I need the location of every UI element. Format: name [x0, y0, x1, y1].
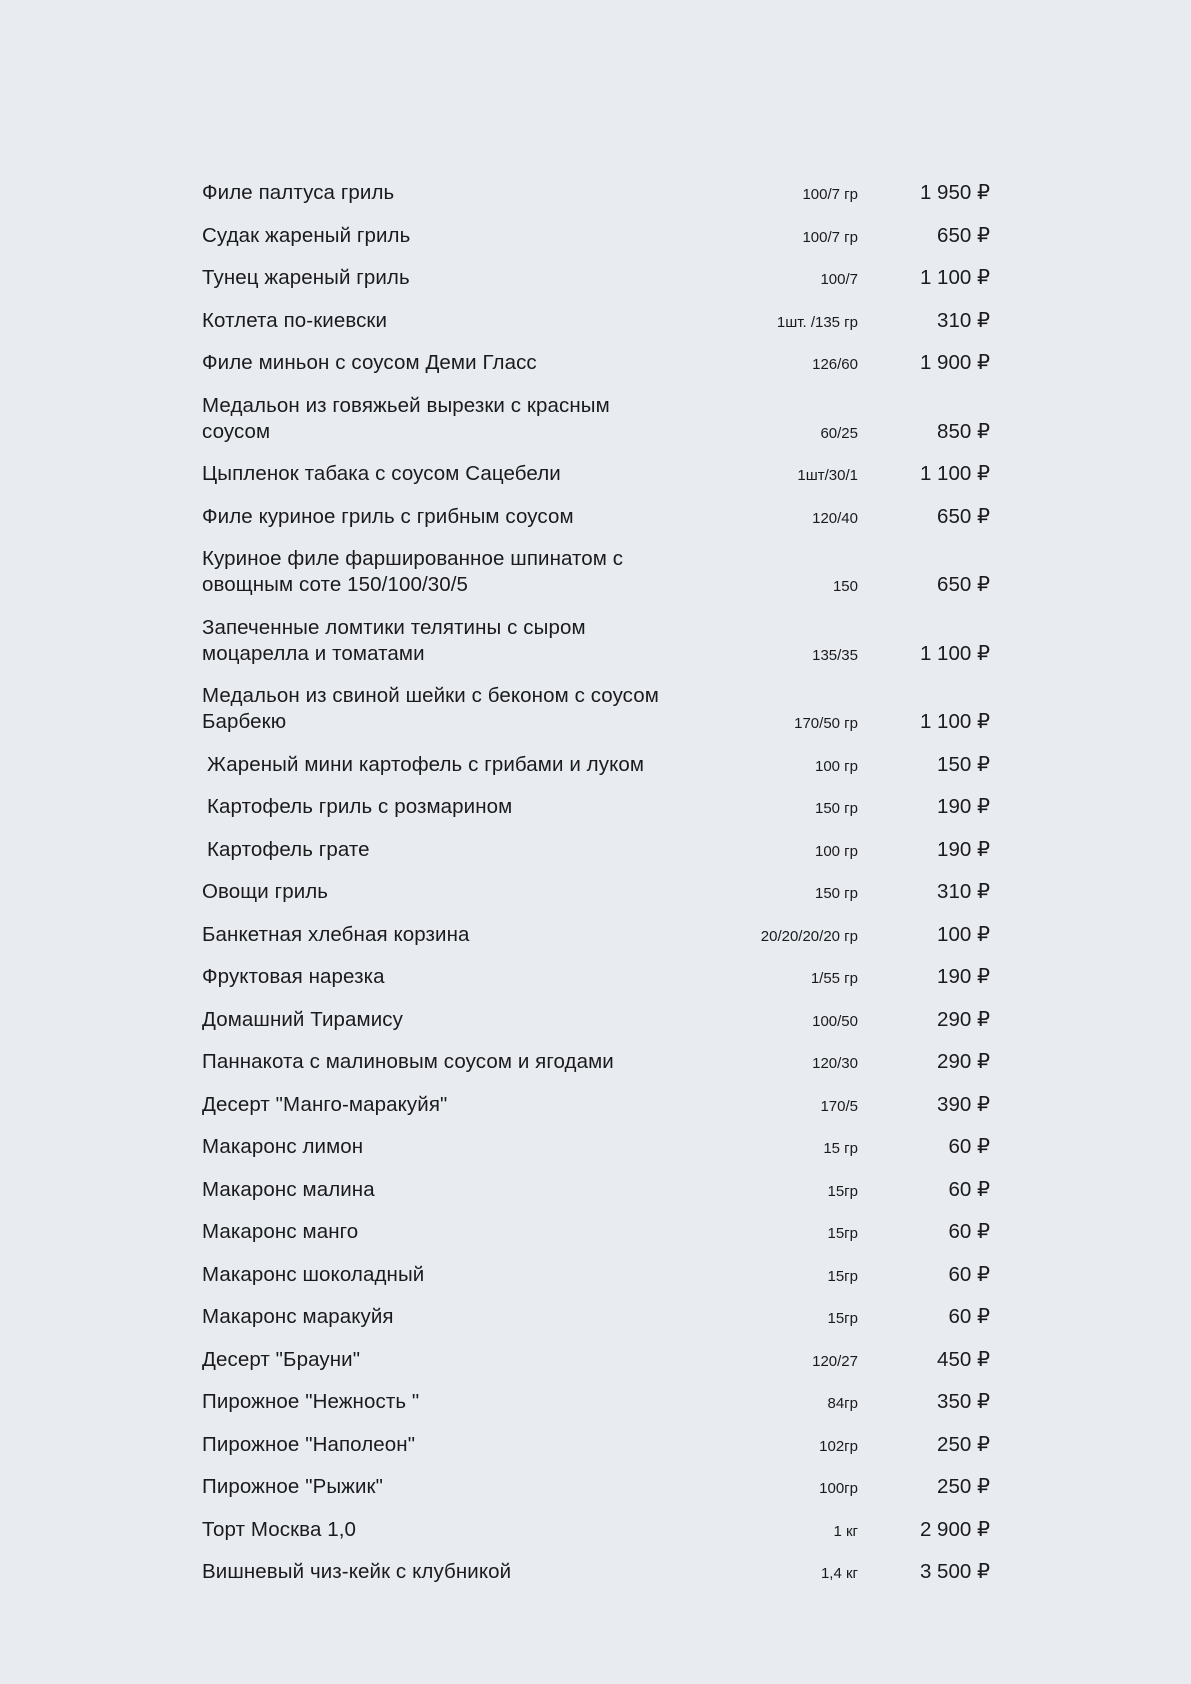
menu-item-name: Макаронс маракуйя — [202, 1305, 394, 1328]
menu-item — [202, 496, 990, 539]
menu-item-weight: 1шт. /135 гр — [776, 313, 858, 331]
menu-item-weight: 84гр — [827, 1395, 858, 1412]
menu-item-name: Пирожное "Нежность " — [202, 1390, 420, 1413]
menu-item-weight: 15гр — [827, 1310, 858, 1327]
menu-item-name: Макаронс манго — [202, 1220, 359, 1243]
menu-item-weight: 15гр — [827, 1267, 858, 1285]
menu-item-weight: 15 гр — [823, 1140, 858, 1157]
menu-item-price: 1 100 ₽ — [919, 266, 990, 289]
menu-item-price: 650 ₽ — [937, 223, 990, 247]
menu-item — [202, 956, 990, 999]
menu-item — [202, 1211, 990, 1254]
menu-item — [202, 342, 990, 385]
menu-item-weight: 1/55 гр — [810, 970, 858, 987]
menu-item-weight: 100/7 гр — [802, 228, 858, 246]
menu-item-price: 150 ₽ — [937, 752, 990, 776]
menu-item-name: Жареный мини картофель с грибами и луком — [207, 752, 645, 776]
menu-item-price: 60 ₽ — [948, 1220, 990, 1243]
menu-item — [202, 300, 990, 343]
menu-item-weight: 120/30 — [812, 1055, 858, 1072]
menu-item-price: 100 ₽ — [937, 922, 990, 946]
menu-item-weight: 1,4 кг — [820, 1565, 858, 1582]
menu-item-price: 190 ₽ — [937, 965, 990, 988]
menu-item-weight: 120/40 — [812, 509, 858, 527]
menu-item-price: 2 900 ₽ — [919, 1517, 990, 1541]
menu-item-weight: 150 — [832, 578, 858, 595]
menu-item — [202, 1424, 990, 1467]
menu-item-price: 60 ₽ — [948, 1177, 990, 1201]
menu-item-price: 1 100 ₽ — [919, 710, 990, 733]
menu-item-price: 290 ₽ — [937, 1050, 990, 1073]
menu-item-name: Пирожное "Рыжик" — [202, 1475, 383, 1498]
menu-item-price: 1 100 ₽ — [919, 641, 990, 665]
menu-item-weight: 15гр — [827, 1182, 858, 1200]
menu-item-price: 60 ₽ — [948, 1135, 990, 1158]
menu-item-name: Картофель гриль с розмарином — [207, 795, 513, 818]
menu-item-price: 190 ₽ — [937, 837, 990, 861]
menu-item-name: Домашний Тирамису — [202, 1007, 403, 1031]
menu-item-weight: 135/35 — [812, 646, 858, 664]
menu-item — [202, 1509, 990, 1552]
menu-item — [202, 675, 990, 744]
menu-item-weight: 100 гр — [814, 842, 858, 860]
menu-item — [202, 829, 990, 872]
menu-item-weight: 170/50 гр — [794, 715, 858, 732]
menu-item-name: Паннакота с малиновым соусом и ягодами — [202, 1050, 614, 1073]
menu-item-name: Цыпленок табака с соусом Сацебели — [202, 462, 561, 485]
menu-item-name: Макаронс шоколадный — [202, 1262, 425, 1286]
menu-item-name: Торт Москва 1,0 — [202, 1517, 357, 1541]
menu-item-price: 650 ₽ — [937, 504, 990, 528]
menu-item — [202, 172, 990, 215]
menu-item — [202, 871, 990, 914]
menu-item-weight: 102гр — [819, 1437, 858, 1455]
menu-item-price: 650 ₽ — [937, 573, 990, 596]
menu-item-price: 310 ₽ — [937, 308, 990, 332]
menu-item-name: Филе куриное гриль с грибным соусом — [202, 504, 574, 528]
menu-item — [202, 1254, 990, 1297]
menu-item-name: Медальон из свиной шейки с беконом с соусом Барбекю — [202, 684, 659, 733]
menu-item-weight: 60/25 — [820, 424, 858, 442]
menu-item-name: Судак жареный гриль — [202, 223, 411, 247]
menu-item-price: 290 ₽ — [937, 1007, 990, 1031]
menu-item — [202, 1296, 990, 1339]
menu-item-name: Банкетная хлебная корзина — [202, 922, 470, 946]
menu-item — [202, 1466, 990, 1509]
menu-item — [202, 1339, 990, 1382]
menu-item-weight: 100 гр — [814, 757, 858, 775]
menu-item — [202, 538, 990, 607]
menu-item-price: 350 ₽ — [937, 1390, 990, 1413]
menu-item — [202, 1381, 990, 1424]
menu-item-price: 390 ₽ — [937, 1092, 990, 1116]
menu-item-price: 60 ₽ — [948, 1305, 990, 1328]
menu-item-name: Филе палтуса гриль — [202, 181, 395, 204]
menu-list — [202, 172, 990, 1594]
menu-item-name: Котлета по-киевски — [202, 308, 388, 332]
menu-item — [202, 607, 990, 676]
menu-item — [202, 257, 990, 300]
menu-item-weight: 100/7 гр — [802, 186, 858, 203]
menu-item-name: Макаронс малина — [202, 1177, 375, 1201]
menu-item-price: 250 ₽ — [937, 1475, 990, 1498]
menu-item-name: Тунец жареный гриль — [202, 266, 410, 289]
menu-item — [202, 385, 990, 454]
menu-item-price: 310 ₽ — [937, 880, 990, 903]
menu-item-weight: 120/27 — [812, 1352, 858, 1370]
menu-item-name: Фруктовая нарезка — [202, 965, 385, 988]
menu-item — [202, 453, 990, 496]
menu-item-weight: 100/7 — [820, 271, 858, 288]
menu-item-name: Картофель грате — [207, 837, 370, 861]
menu-item-weight: 150 гр — [814, 885, 858, 902]
menu-item-name: Куриное филе фаршированное шпинатом с овощным соте 150/100/30/5 — [202, 547, 624, 596]
menu-item — [202, 999, 990, 1042]
menu-item-name: Вишневый чиз-кейк с клубникой — [202, 1560, 512, 1583]
menu-item-name: Медальон из говяжьей вырезки с красным соусом — [202, 393, 610, 443]
menu-item-name: Макаронс лимон — [202, 1135, 364, 1158]
menu-item-weight: 1 кг — [833, 1522, 858, 1540]
menu-item-weight: 1шт/30/1 — [797, 467, 858, 484]
menu-item — [202, 914, 990, 957]
menu-item-name: Овощи гриль — [202, 880, 329, 903]
menu-item-price: 190 ₽ — [937, 795, 990, 818]
menu-item-weight: 20/20/20/20 гр — [760, 927, 858, 945]
menu-item-name: Пирожное "Наполеон" — [202, 1432, 416, 1456]
menu-item — [202, 1551, 990, 1594]
menu-item-price: 3 500 ₽ — [919, 1560, 990, 1583]
menu-item-price: 1 950 ₽ — [919, 181, 990, 204]
menu-item-weight: 15гр — [827, 1225, 858, 1242]
menu-item-name: Запеченные ломтики телятины с сыром моцарелла и томатами — [202, 615, 586, 665]
menu-item-price: 1 900 ₽ — [919, 351, 990, 374]
menu-item-name: Десерт "Брауни" — [202, 1347, 361, 1371]
menu-item-weight: 170/5 — [820, 1097, 858, 1115]
menu-item-weight: 150 гр — [814, 800, 858, 817]
menu-item — [202, 744, 990, 787]
menu-item — [202, 1126, 990, 1169]
menu-item — [202, 1041, 990, 1084]
menu-item-price: 1 100 ₽ — [919, 462, 990, 485]
menu-item — [202, 1169, 990, 1212]
menu-item — [202, 215, 990, 258]
menu-item-name: Филе миньон с соусом Деми Гласс — [202, 351, 537, 374]
menu-item-weight: 126/60 — [812, 356, 858, 373]
menu-item-price: 250 ₽ — [937, 1432, 990, 1456]
menu-item — [202, 1084, 990, 1127]
menu-item-price: 850 ₽ — [937, 419, 990, 443]
menu-item-price: 60 ₽ — [948, 1262, 990, 1286]
menu-item-weight: 100гр — [819, 1480, 858, 1497]
menu-item-price: 450 ₽ — [937, 1347, 990, 1371]
menu-item — [202, 786, 990, 829]
menu-item-weight: 100/50 — [812, 1012, 858, 1030]
menu-item-name: Десерт "Манго-маракуйя" — [202, 1092, 448, 1116]
